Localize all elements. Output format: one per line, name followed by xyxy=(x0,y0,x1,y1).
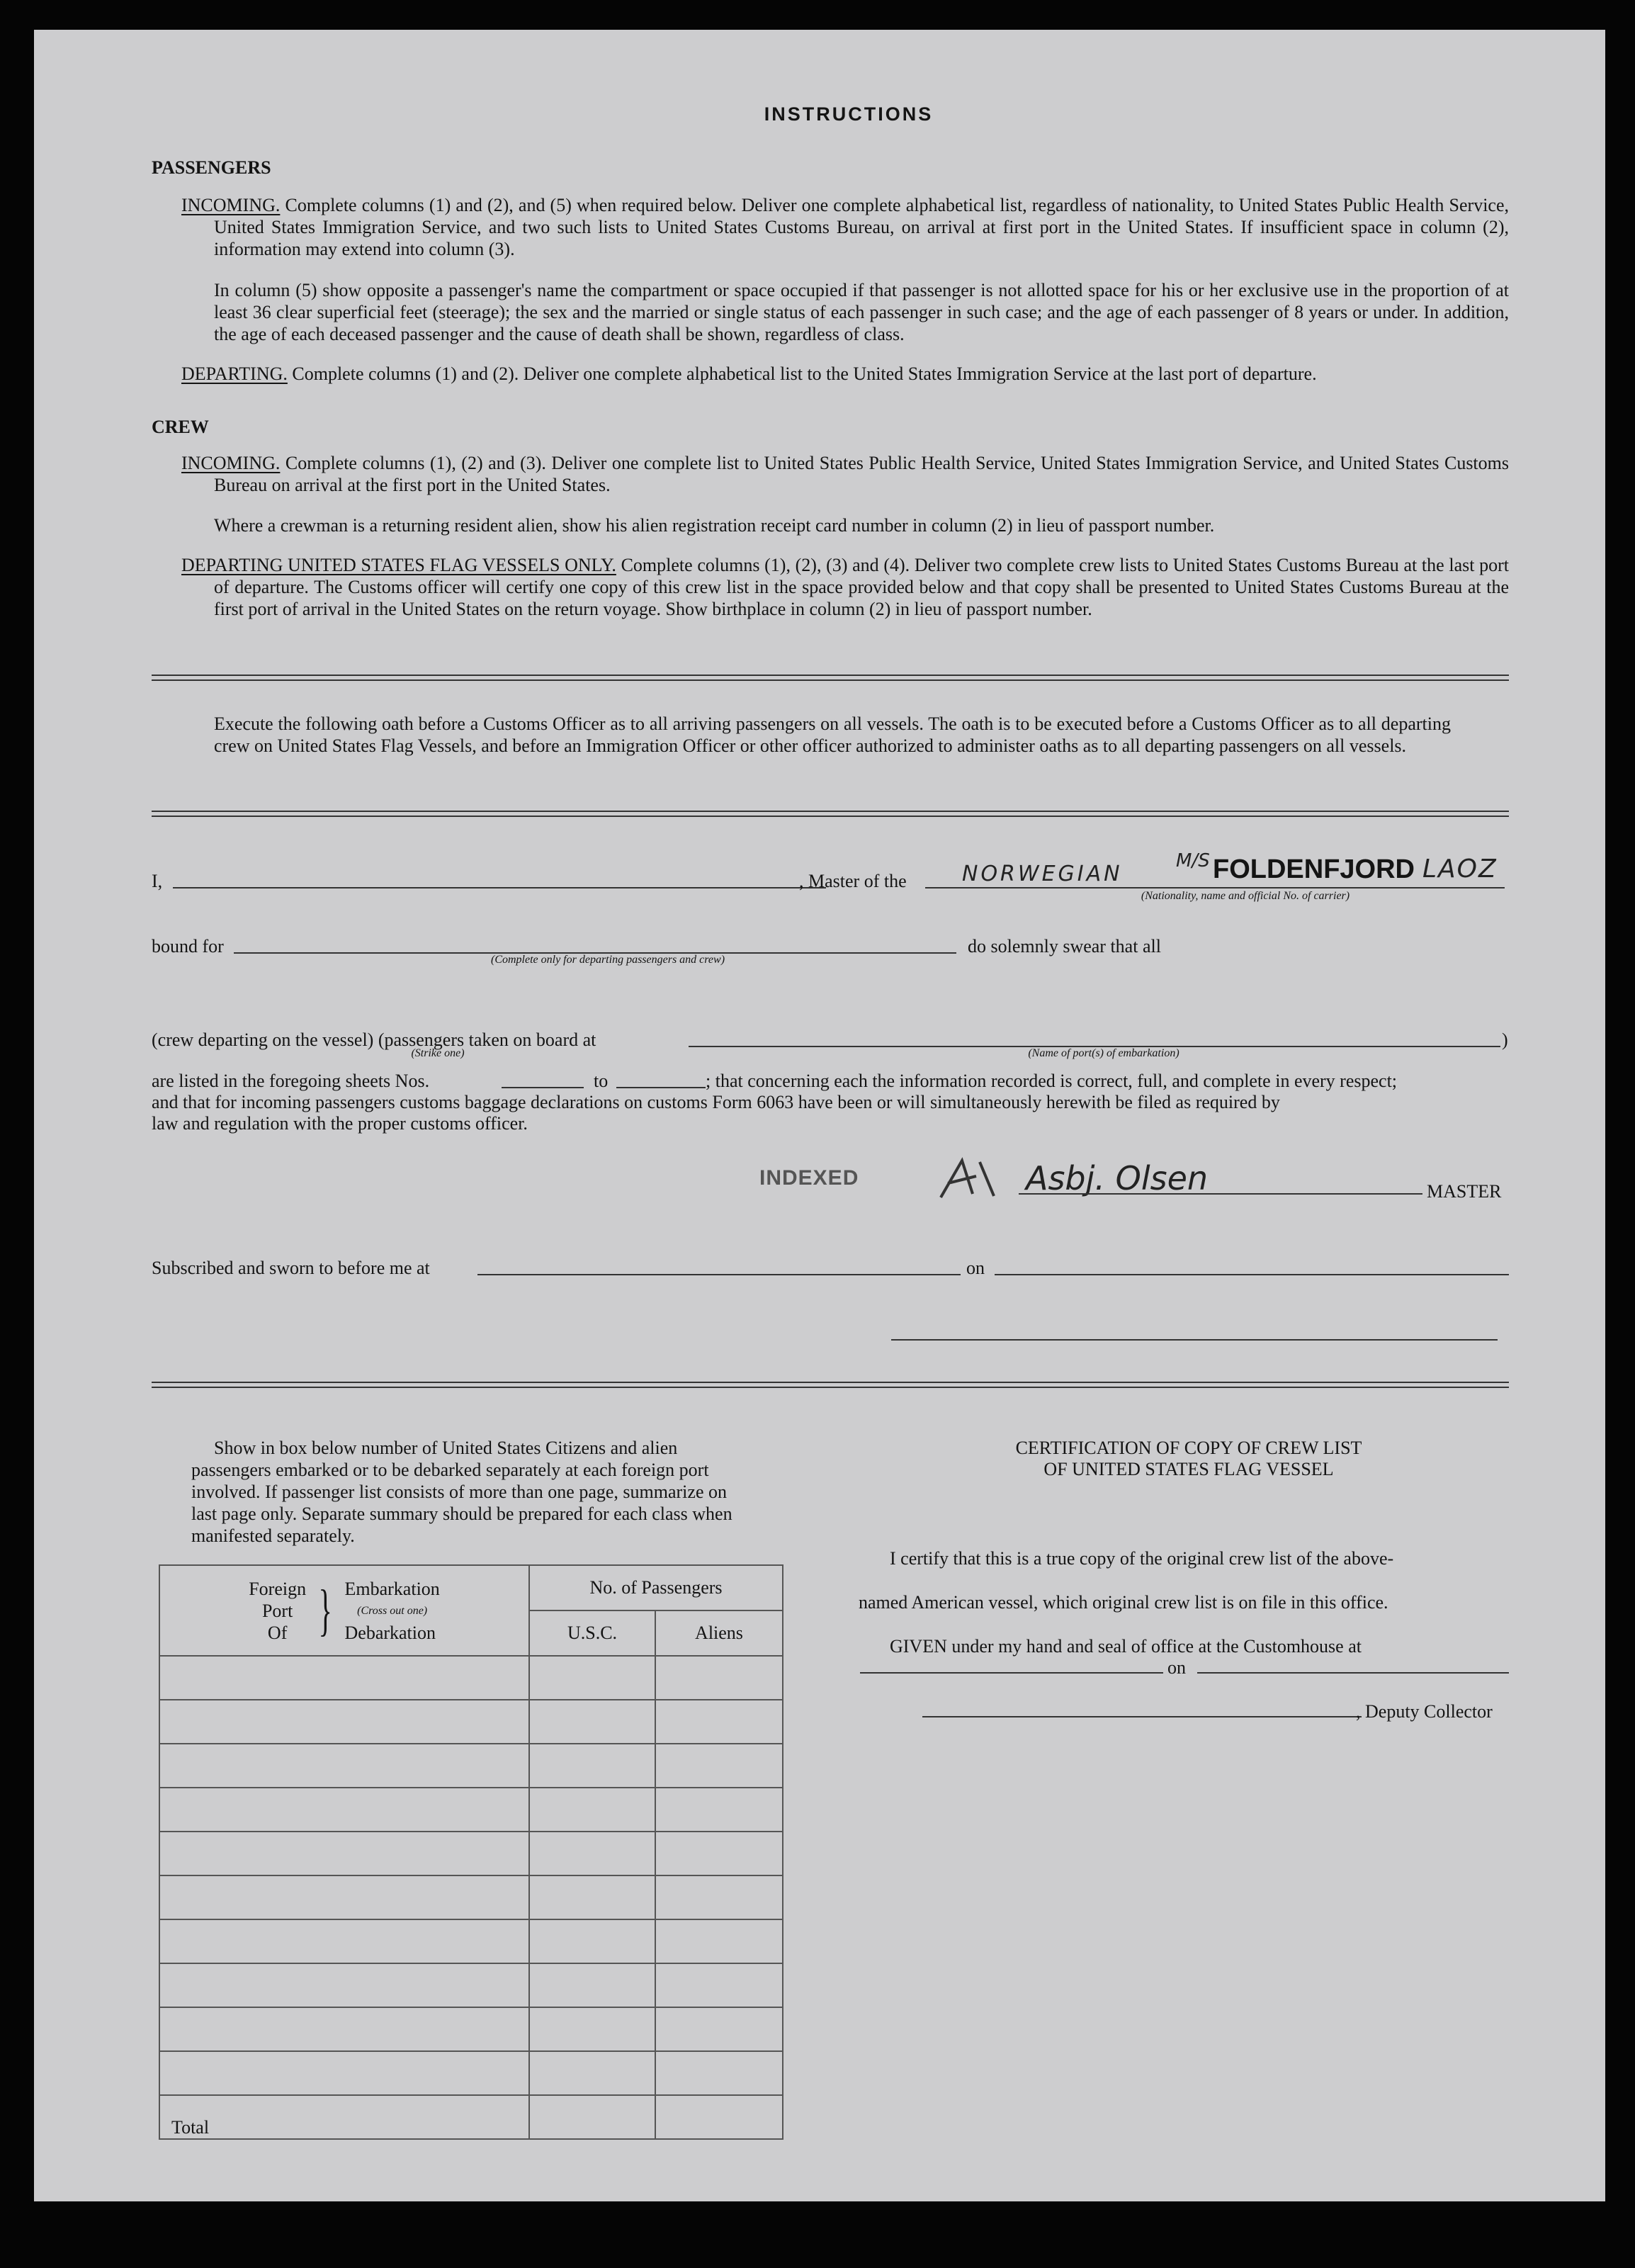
table-row xyxy=(159,1875,783,1919)
port-cell[interactable] xyxy=(159,1744,529,1788)
master-label: MASTER xyxy=(1427,1181,1502,1202)
total-usc-cell[interactable] xyxy=(529,2095,655,2139)
usc-cell[interactable] xyxy=(529,1963,655,2007)
swear-label: do solemnly swear that all xyxy=(968,936,1161,957)
usc-cell[interactable] xyxy=(529,1700,655,1744)
brace-symbol: } xyxy=(318,1579,332,1642)
cross-out-label: (Cross out one) xyxy=(357,1604,428,1617)
listed-sheets-label: are listed in the foregoing sheets Nos. xyxy=(152,1071,430,1091)
aliens-cell[interactable] xyxy=(655,2007,783,2051)
passengers-heading: PASSENGERS xyxy=(152,157,271,178)
aliens-cell[interactable] xyxy=(655,1919,783,1963)
table-row xyxy=(159,1700,783,1744)
listed-line-2: and that for incoming passengers customs baggage declarations on customs Form 6063 have been or will simultaneously herewith be filed as required by xyxy=(152,1092,1280,1112)
no-passengers-header: No. of Passengers xyxy=(529,1565,783,1610)
summary-instructions: Show in box below number of United States Citizens and alien passengers embarked or to be debarked separately at each foreign port involved. If passenger list consists of more than one page, summarize on last page only. Separate summary should be prepared for each class when manifested separately. xyxy=(191,1438,732,1546)
crew-incoming-text: Complete columns (1), (2) and (3). Deliver one complete list to United States Public Health Service, United States Immigration Service, and United States Customs Bureau on arrival at the first port in the United States. xyxy=(214,453,1510,495)
usc-cell[interactable] xyxy=(529,1832,655,1875)
passenger-summary-table xyxy=(159,1564,783,2140)
crew-departing-label: (crew departing on the vessel) (passengers taken on board at xyxy=(152,1029,596,1050)
section-divider xyxy=(152,1382,1509,1388)
document-page xyxy=(34,30,1605,2201)
sworn-location-field[interactable] xyxy=(477,1274,961,1275)
total-label: Total xyxy=(159,2095,529,2139)
aliens-cell[interactable] xyxy=(655,1963,783,2007)
certification-title-1: CERTIFICATION OF COPY OF CREW LIST xyxy=(1015,1438,1362,1458)
sworn-date-field[interactable] xyxy=(995,1274,1509,1275)
crew-incoming-label: INCOMING. xyxy=(181,453,281,473)
certify-line-2: named American vessel, which original crew list is on file in this office. xyxy=(859,1592,1388,1613)
aliens-header: Aliens xyxy=(655,1610,783,1656)
master-signature: Asbj. Olsen xyxy=(1026,1159,1209,1197)
debarkation-label: Debarkation xyxy=(344,1622,436,1643)
strike-one-caption: (Strike one) xyxy=(411,1047,465,1059)
port-cell[interactable] xyxy=(159,1875,529,1919)
table-row xyxy=(159,1788,783,1832)
table-row xyxy=(159,1963,783,2007)
table-row xyxy=(159,1744,783,1788)
bound-for-label: bound for xyxy=(152,936,224,957)
passengers-column5-paragraph: In column (5) show opposite a passenger's name the compartment or space occupied if that passenger is not allotted space for his or her exclusive use in the proportion of at least 36 clear superficial feet (steerage); the sex and the married or single status of each passenger in such case; and the age of each passenger of 8 years or under. In addition, the age of each deceased passenger and the cause of death shall be shown, regardless of class. xyxy=(214,280,1509,344)
port-cell[interactable] xyxy=(159,1656,529,1700)
aliens-cell[interactable] xyxy=(655,1875,783,1919)
usc-cell[interactable] xyxy=(529,1919,655,1963)
embarkation-label: Embarkation xyxy=(344,1578,440,1599)
sheet-from-field[interactable] xyxy=(502,1087,584,1088)
passengers-departing-paragraph xyxy=(181,363,1509,385)
port-header-cell xyxy=(159,1565,529,1656)
indexed-initials-mark xyxy=(934,1155,1005,1204)
oath-intro-paragraph: Execute the following oath before a Customs Officer as to all arriving passengers on all vessels. The oath is to be executed before a Customs Officer as to all departing crew on United States Flag Vessels, and before an Immigration Officer or other officer authorized to administer oaths as to all departing passengers on all vessels. xyxy=(214,713,1451,756)
given-line: GIVEN under my hand and seal of office at the Customhouse at xyxy=(890,1636,1362,1657)
instructions-title: INSTRUCTIONS xyxy=(764,103,934,125)
passengers-incoming-text: Complete columns (1) and (2), and (5) when required below. Deliver one complete alphabetical list, regardless of nationality, to United States Public Health Service, United States Immigration Service, and two such lists to United States Customs Bureau, on arrival at first port in the United States. If insufficient space in column (2), information may extend into column (3). xyxy=(214,195,1510,259)
deputy-collector-label: , Deputy Collector xyxy=(1356,1701,1493,1722)
crew-departing-label: DEPARTING UNITED STATES FLAG VESSELS ONLY. xyxy=(181,555,616,575)
port-cell[interactable] xyxy=(159,1832,529,1875)
oath-i-label: I, xyxy=(152,871,163,891)
port-cell[interactable] xyxy=(159,2051,529,2095)
section-divider xyxy=(152,811,1509,817)
officer-signature-field[interactable] xyxy=(891,1339,1498,1341)
passengers-departing-text: Complete columns (1) and (2). Deliver one complete alphabetical list to the United States Immigration Service at the last port of departure. xyxy=(292,363,1317,384)
crew-departing-text: Complete columns (1), (2), (3) and (4). Deliver two complete crew lists to United States Customs Bureau at the last port of departure. The Customs officer will certify one copy of this crew list in the space provided below and that copy shall be presented to United States Customs Bureau at the first port of arrival in the United States on the return voyage. Show birthplace in column (2) in lieu of passport number. xyxy=(214,555,1510,619)
table-row xyxy=(159,1656,783,1700)
ms-handwritten: M/S xyxy=(1176,850,1210,871)
sworn-on-label: on xyxy=(966,1258,985,1278)
nationality-caption: (Nationality, name and official No. of carrier) xyxy=(1141,890,1350,902)
master-of-the-label: , Master of the xyxy=(799,871,907,891)
carrier-field[interactable] xyxy=(925,887,1505,888)
deputy-collector-signature-field[interactable] xyxy=(922,1716,1362,1717)
port-label: Port xyxy=(261,1600,293,1621)
passengers-incoming-label: INCOMING. xyxy=(181,195,281,215)
usc-header: U.S.C. xyxy=(529,1610,655,1656)
listed-continuation: ; that concerning each the information recorded is correct, full, and complete in every respect; xyxy=(706,1071,1398,1091)
master-name-field[interactable] xyxy=(173,887,826,888)
certify-line-1: I certify that this is a true copy of the original crew list of the above- xyxy=(890,1548,1394,1569)
table-row xyxy=(159,2051,783,2095)
passengers-departing-label: DEPARTING. xyxy=(181,363,288,384)
table-row xyxy=(159,2007,783,2051)
aliens-cell[interactable] xyxy=(655,1832,783,1875)
aliens-cell[interactable] xyxy=(655,1700,783,1744)
port-cell[interactable] xyxy=(159,1963,529,2007)
aliens-cell[interactable] xyxy=(655,2051,783,2095)
usc-cell[interactable] xyxy=(529,1788,655,1832)
usc-cell[interactable] xyxy=(529,1744,655,1788)
port-cell[interactable] xyxy=(159,1700,529,1744)
port-cell[interactable] xyxy=(159,1919,529,1963)
usc-cell[interactable] xyxy=(529,2007,655,2051)
table-row xyxy=(159,1832,783,1875)
nationality-handwritten: NORWEGIAN xyxy=(962,862,1123,886)
sheet-to-field[interactable] xyxy=(616,1087,706,1088)
vessel-name: FOLDENFJORD xyxy=(1213,854,1415,884)
port-cell[interactable] xyxy=(159,2007,529,2051)
passengers-incoming-paragraph xyxy=(181,194,1509,260)
total-row xyxy=(159,2095,783,2139)
listed-to-label: to xyxy=(594,1071,609,1091)
of-label: Of xyxy=(267,1622,288,1643)
total-aliens-cell[interactable] xyxy=(655,2095,783,2139)
usc-cell[interactable] xyxy=(529,2051,655,2095)
subscribed-label: Subscribed and sworn to before me at xyxy=(152,1258,430,1278)
table-row xyxy=(159,1919,783,1963)
listed-line-3: law and regulation with the proper customs officer. xyxy=(152,1113,528,1134)
official-number-handwritten: LAOZ xyxy=(1422,854,1498,884)
crew-resident-paragraph: Where a crewman is a returning resident alien, show his alien registration receipt card number in column (2) in lieu of passport number. xyxy=(214,515,1215,536)
indexed-stamp xyxy=(759,1166,859,1190)
aliens-cell[interactable] xyxy=(655,1656,783,1700)
port-cell[interactable] xyxy=(159,1788,529,1832)
crew-departing-paragraph xyxy=(181,554,1509,620)
crew-incoming-paragraph xyxy=(181,452,1509,496)
section-divider xyxy=(152,675,1509,681)
crew-heading: CREW xyxy=(152,417,209,437)
certification-on-label: on xyxy=(1167,1657,1186,1678)
ports-caption: (Name of port(s) of embarkation) xyxy=(1028,1047,1179,1059)
certification-date-field[interactable] xyxy=(1197,1672,1509,1674)
aliens-cell[interactable] xyxy=(655,1788,783,1832)
customhouse-location-field[interactable] xyxy=(860,1672,1163,1674)
usc-cell[interactable] xyxy=(529,1875,655,1919)
usc-cell[interactable] xyxy=(529,1656,655,1700)
aliens-cell[interactable] xyxy=(655,1744,783,1788)
close-paren: ) xyxy=(1502,1029,1508,1050)
foreign-label: Foreign xyxy=(249,1578,307,1599)
bound-caption: (Complete only for departing passengers and crew) xyxy=(490,954,725,966)
indexed-stamp-text: INDEXED xyxy=(759,1166,859,1190)
master-signature-line[interactable] xyxy=(1019,1193,1422,1195)
certification-title-2: OF UNITED STATES FLAG VESSEL xyxy=(1043,1459,1334,1479)
